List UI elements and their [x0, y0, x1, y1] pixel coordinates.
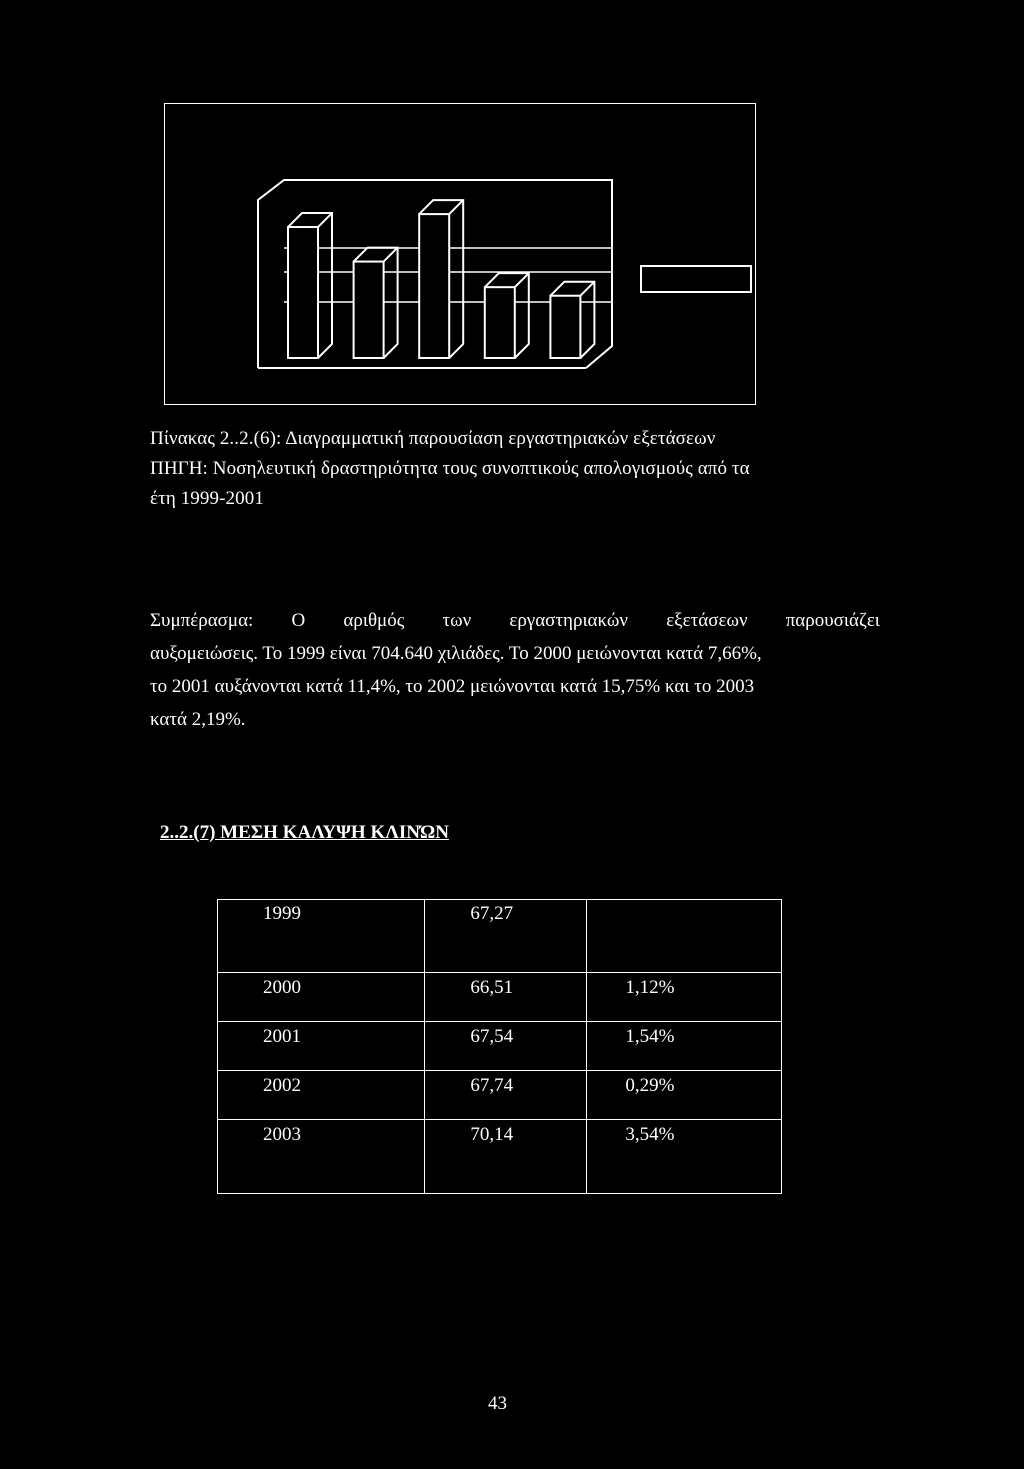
caption-source-years: έτη 1999-2001 [150, 488, 264, 509]
bed-coverage-table [217, 899, 782, 1194]
value-cell: 66,51 [425, 973, 587, 1022]
conclusion-line-3: το 2001 αυξάνονται κατά 11,4%, το 2002 μειώνονται κατά 15,75% και το 2003 [150, 676, 755, 697]
change-cell: 0,29% [587, 1071, 782, 1120]
value-cell: 67,74 [425, 1071, 587, 1120]
conclusion-line-1 [150, 604, 880, 637]
value-cell: 67,54 [425, 1022, 587, 1071]
value-cell: 67,27 [425, 900, 587, 973]
table-row [218, 973, 782, 1022]
bar-2000 [354, 248, 398, 358]
table-row [218, 1022, 782, 1071]
word: Συμπέρασμα: [150, 610, 254, 631]
bar-2002 [485, 273, 529, 358]
change-cell: 1,12% [587, 973, 782, 1022]
word: των [442, 610, 472, 631]
year-cell: 2001 [218, 1022, 425, 1071]
bar-chart [0, 0, 1024, 420]
word: εξετάσεων [666, 610, 748, 631]
bar-2003 [550, 282, 594, 358]
figure-caption [150, 424, 870, 514]
year-cell: 2000 [218, 973, 425, 1022]
change-cell: 1,54% [587, 1022, 782, 1071]
table-row [218, 900, 782, 973]
caption-source: ΠΗΓΗ: Νοσηλευτική δραστηριότητα τους συνοπτικούς απολογισμούς από τα [150, 458, 750, 479]
bar-2001 [419, 200, 463, 358]
word: Ο [291, 610, 306, 631]
change-cell [587, 900, 782, 973]
chart-legend-box [641, 266, 751, 292]
word: παρουσιάζει [785, 610, 880, 631]
year-cell: 2003 [218, 1120, 425, 1194]
word: αριθμός [343, 610, 405, 631]
word: εργαστηριακών [509, 610, 629, 631]
caption-title: Πίνακας 2..2.(6): Διαγραμματική παρουσίαση εργαστηριακών εξετάσεων [150, 428, 716, 449]
conclusion-line-4: κατά 2,19%. [150, 709, 246, 730]
section-heading: 2..2.(7) ΜΕΣΗ ΚΑΛΥΨΗ ΚΛΙΝΏΝ [160, 822, 449, 843]
conclusion-paragraph [150, 604, 880, 736]
table-row [218, 1120, 782, 1194]
value-cell: 70,14 [425, 1120, 587, 1194]
year-cell: 2002 [218, 1071, 425, 1120]
change-cell: 3,54% [587, 1120, 782, 1194]
conclusion-line-2: αυξομειώσεις. Το 1999 είναι 704.640 χιλιάδες. Το 2000 μειώνονται κατά 7,66%, [150, 643, 762, 664]
page-number: 43 [488, 1393, 507, 1414]
table-row [218, 1071, 782, 1120]
year-cell: 1999 [218, 900, 425, 973]
bar-1999 [288, 213, 332, 358]
